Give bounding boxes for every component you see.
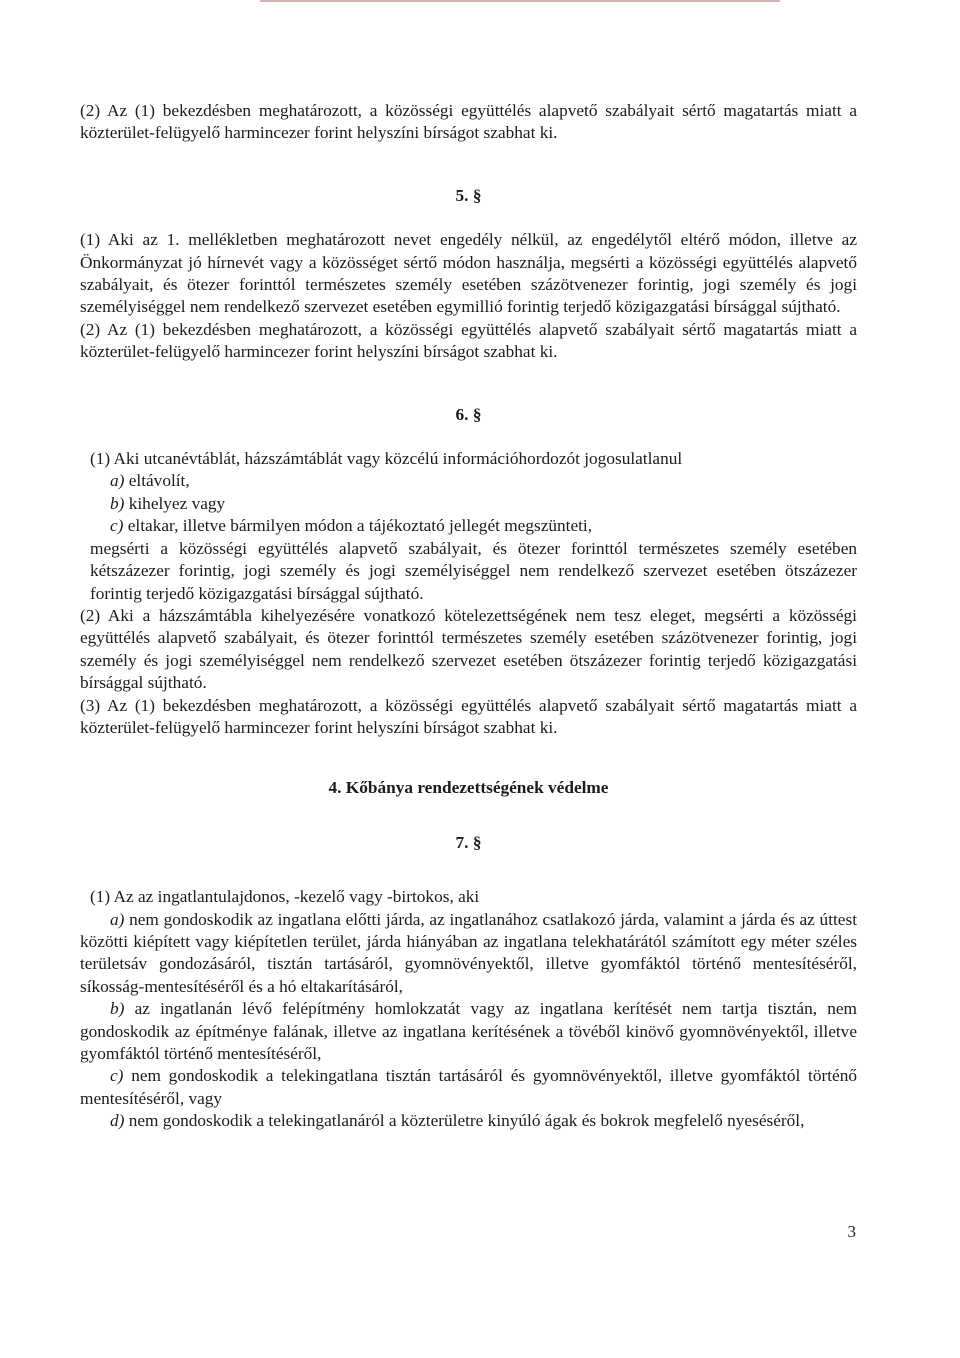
item-text: nem gondoskodik a telekingatlanáról a közterületre kinyúló ágak és bokrok megfelelő nyeséséről, — [128, 1111, 805, 1131]
item-letter: c) — [110, 516, 124, 536]
item-text: az ingatlanán lévő felépítmény homlokzatát vagy az ingatlana kerítését nem tartja tisztán, nem gondoskodik az építménye falának, illetve az ingatlana kerítésének a tövéből kinövő gyomnövényektől, illetve gyomfáktól történő mentesítéséről, — [80, 999, 857, 1063]
item-letter: b) — [110, 493, 125, 513]
section-6-item-a — [80, 470, 857, 492]
section-6-paragraph-2: (2) Aki a házszámtábla kihelyezésére vonatkozó kötelezettségének nem tesz eleget, megsérti a közösségi együttélés alapvető szabályait, és ötezer forinttól természetes személy esetében százötvenezer forintig, jogi személy és jogi személyiséggel nem rendelkező szervezet esetében ötszázezer forintig terjedő közigazgatási bírsággal sújtható. — [80, 605, 857, 693]
paragraph-4-2: (2) Az (1) bekezdésben meghatározott, a közösségi együttélés alapvető szabályait sértő magatartás miatt a közterület-felügyelő harmincezer forint helyszíni bírságot szabhat ki. — [80, 101, 857, 143]
item-text: nem gondoskodik az ingatlana előtti járda, az ingatlanához csatlakozó járda, valamint a járda és az úttest közötti kiépített vagy kiépítetlen terület, járda hiányában az ingatlana telekhatárától számított egy méter széles területsáv gondozásáról, tisztán tartásáról, gyomnövényektől, illetve gyomfáktól történő mentesítéséről, síkosság-mentesítéséről és a hó eltakarításáról, — [80, 909, 857, 996]
section-7-item-d — [80, 1110, 857, 1132]
section-7-item-a — [80, 909, 857, 999]
item-letter: b) — [110, 999, 125, 1019]
document-page — [80, 100, 857, 1133]
section-5-paragraph-2: (2) Az (1) bekezdésben meghatározott, a közösségi együttélés alapvető szabályait sértő magatartás miatt a közterület-felügyelő harmincezer forint helyszíni bírságot szabhat ki. — [80, 319, 857, 362]
section-5-paragraph-1: (1) Aki az 1. mellékletben meghatározott nevet engedély nélkül, az engedélytől eltérő módon, illetve az Önkormányzat jó hírnevét vagy a közösséget sértő módon használja, megsérti a közösségi együttélés alapvető szabályait, és ötezer forinttól természetes személy esetében százötvenezer forintig, jogi személy és jogi személyiséggel nem rendelkező szervezet esetében egymillió forintig terjedő közigazgatási bírsággal sújtható. — [80, 230, 857, 317]
item-letter: a) — [110, 471, 125, 491]
section-7-item-c — [80, 1065, 857, 1110]
section-6-item-b — [80, 493, 857, 515]
item-letter: a) — [110, 909, 125, 929]
item-text: kihelyez vagy — [128, 493, 226, 513]
item-letter: d) — [110, 1111, 125, 1131]
section-6-item-c — [80, 515, 857, 537]
section-6-paragraph-1-intro: (1) Aki utcanévtáblát, házszámtáblát vagy közcélú információhordozót jogosulatlanul — [90, 449, 683, 469]
item-text: eltávolít, — [128, 471, 190, 491]
section-6-title: 6. § — [455, 404, 482, 424]
item-letter: c) — [110, 1066, 124, 1086]
item-text: nem gondoskodik a telekingatlana tisztán tartásáról és gyomnövényektől, illetve gyomfáktól történő mentesítéséről, vagy — [80, 1066, 857, 1108]
section-6-paragraph-3: (3) Az (1) bekezdésben meghatározott, a közösségi együttélés alapvető szabályait sértő magatartás miatt a közterület-felügyelő harmincezer forint helyszíni bírságot szabhat ki. — [80, 695, 857, 737]
scan-edge-line — [260, 0, 780, 2]
section-7-paragraph-1-intro: (1) Az az ingatlantulajdonos, -kezelő vagy -birtokos, aki — [90, 887, 480, 907]
page-number: 3 — [847, 1222, 856, 1241]
section-6-paragraph-1-closing: megsérti a közösségi együttélés alapvető szabályait, és ötezer forinttól természetes személy esetében kétszázezer forintig, jogi személy és jogi személyiséggel nem rendelkező szervezet esetében ötszázezer forintig terjedő közigazgatási bírsággal sújtható. — [90, 538, 857, 603]
section-7-item-b — [80, 998, 857, 1065]
chapter-4-title: 4. Kőbánya rendezettségének védelme — [328, 778, 609, 798]
section-5-title: 5. § — [455, 185, 482, 205]
item-text: eltakar, illetve bármilyen módon a tájékoztató jellegét megszünteti, — [127, 516, 593, 536]
section-7-title: 7. § — [455, 832, 482, 852]
